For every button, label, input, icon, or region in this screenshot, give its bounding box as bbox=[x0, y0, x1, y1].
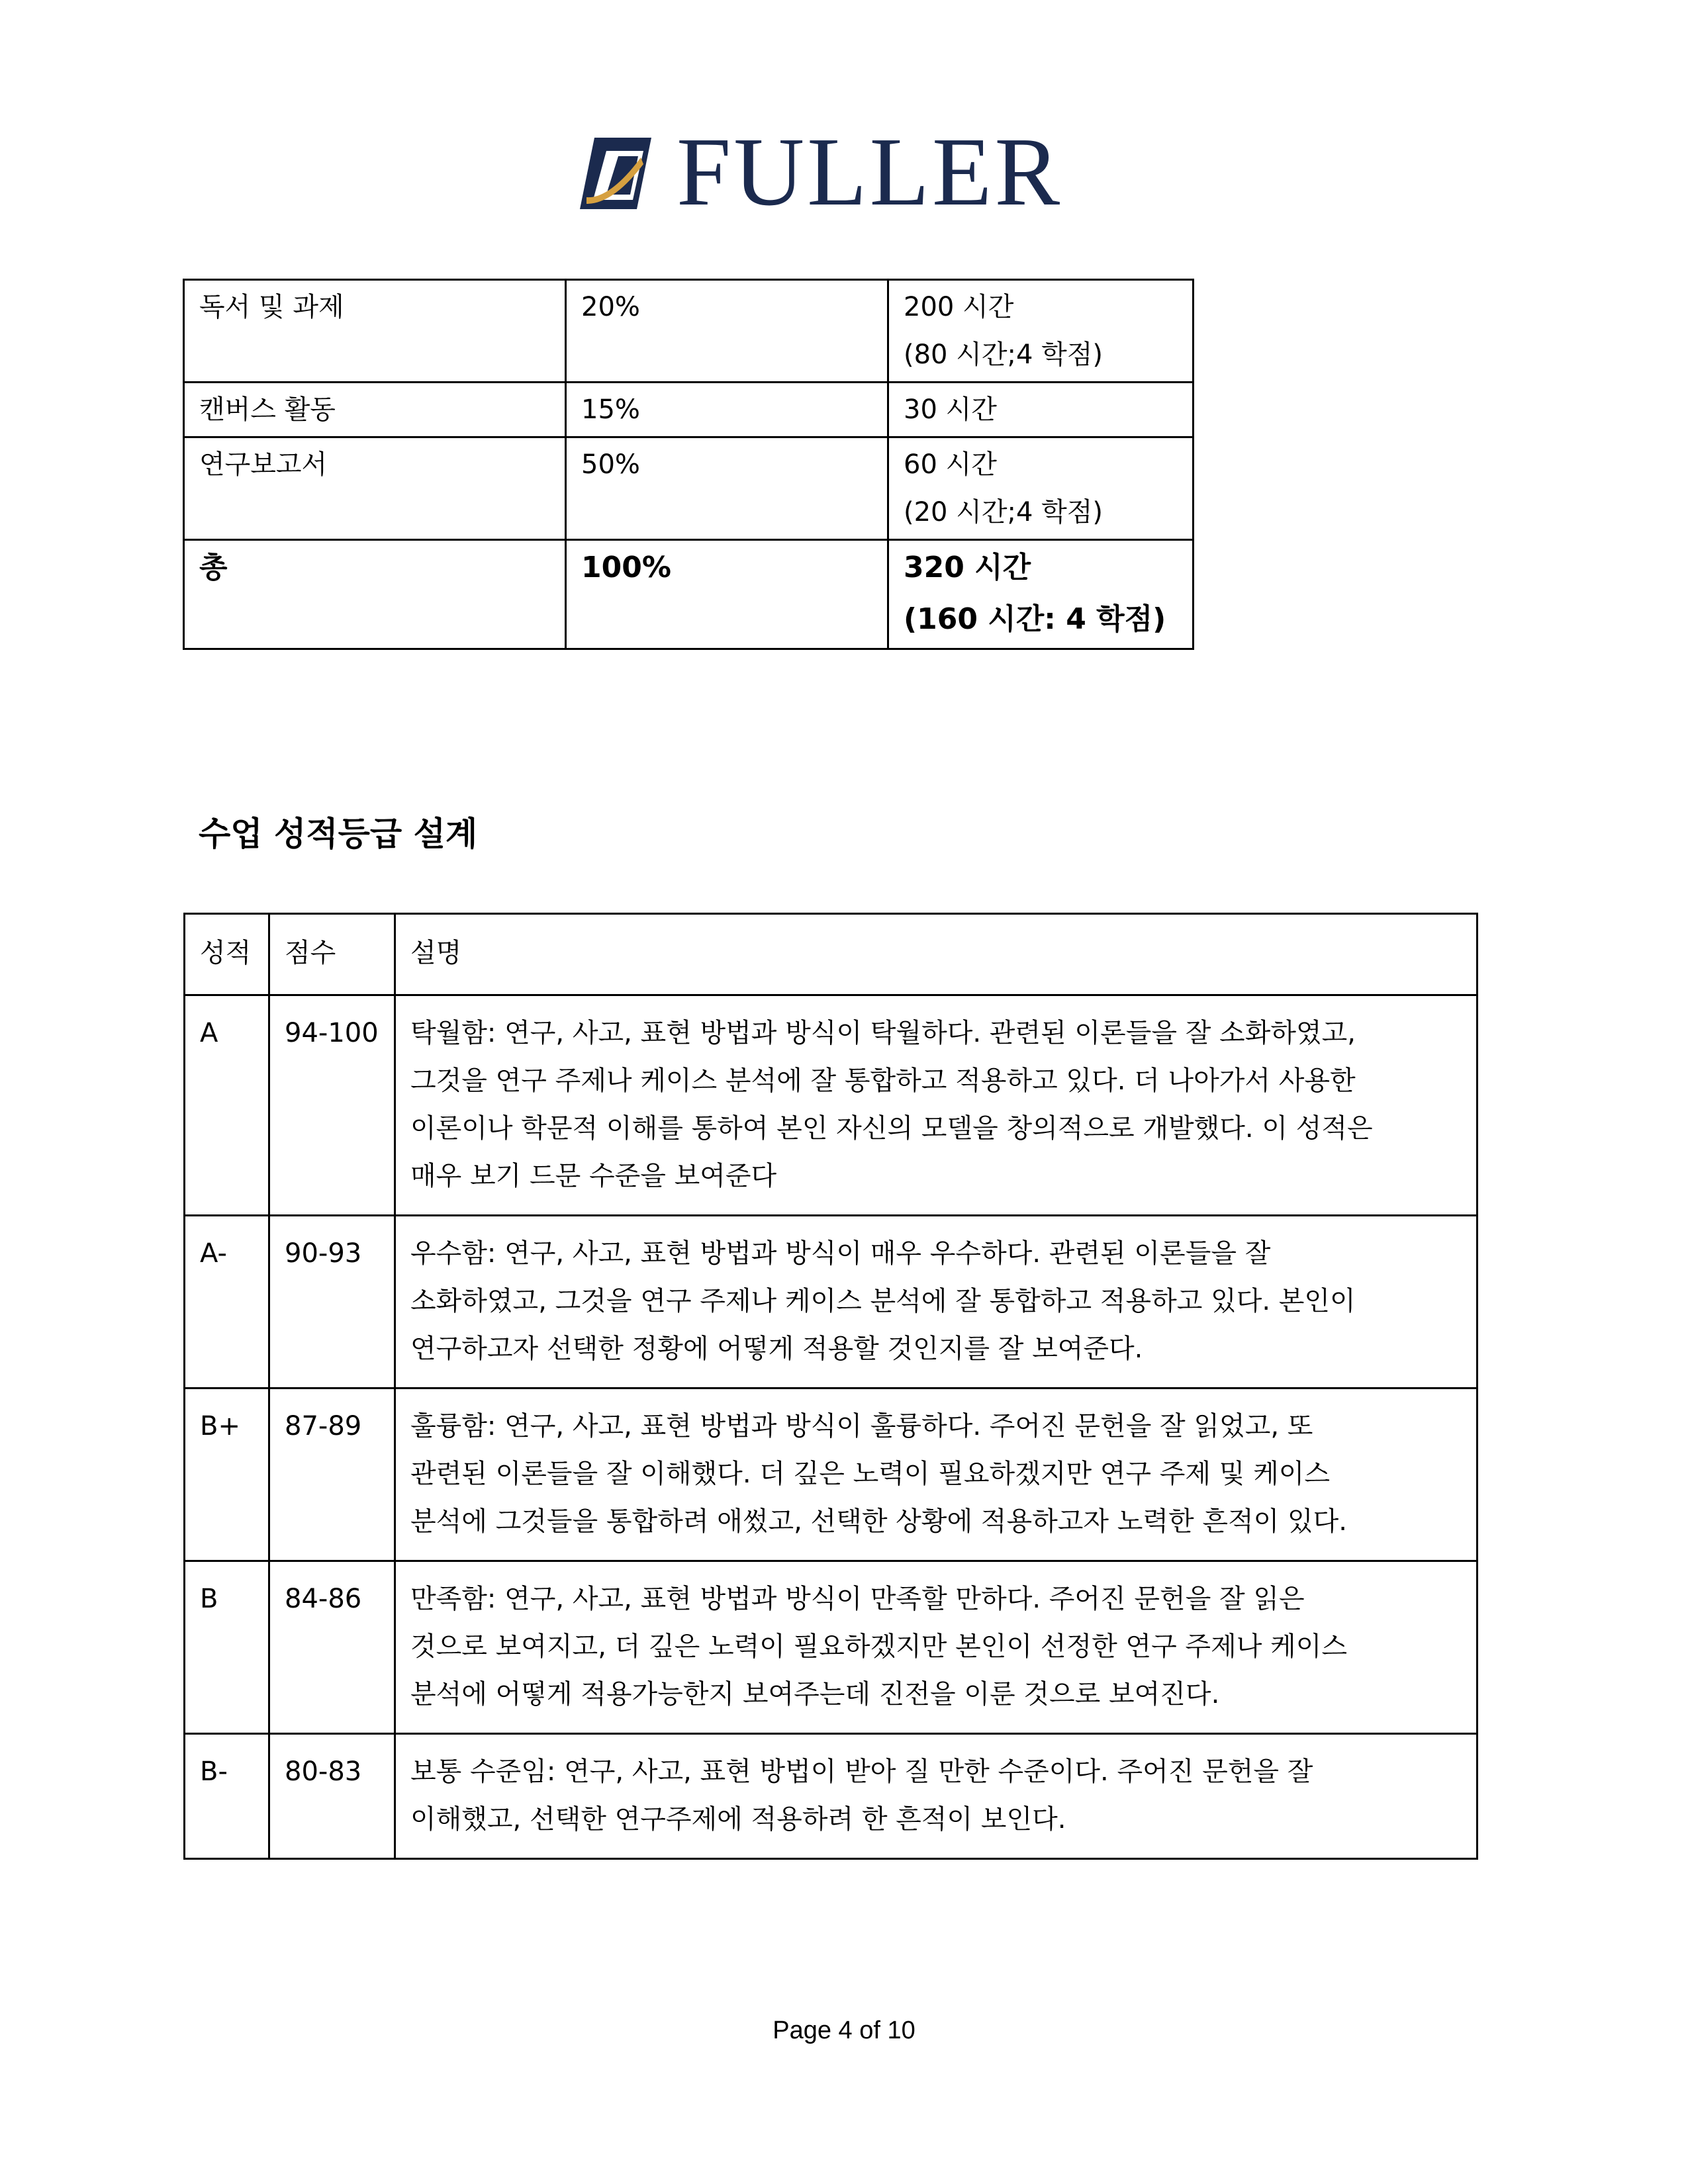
page-number: Page 4 of 10 bbox=[773, 2017, 915, 2044]
description-cell bbox=[395, 1734, 1477, 1859]
description-line: 만족함: 연구, 사고, 표현 방법과 방식이 만족할 만하다. 주어진 문헌을 잘 읽은 bbox=[410, 1584, 1305, 1614]
score-cell: 90-93 bbox=[269, 1216, 395, 1388]
workload-hours-detail: (80 시간;4 학점) bbox=[904, 340, 1103, 370]
score-cell: 94-100 bbox=[269, 995, 395, 1216]
description-line: 분석에 그것들을 통합하려 애썼고, 선택한 상황에 적용하고자 노력한 흔적이 있다. bbox=[410, 1506, 1347, 1537]
table-row bbox=[185, 995, 1477, 1216]
score-cell: 80-83 bbox=[269, 1734, 395, 1859]
table-row bbox=[184, 437, 1194, 540]
workload-percent-value: 20% bbox=[581, 292, 640, 322]
description-line: 이해했고, 선택한 연구주제에 적용하려 한 흔적이 보인다. bbox=[410, 1804, 1066, 1835]
description-line: 우수함: 연구, 사고, 표현 방법과 방식이 매우 우수하다. 관련된 이론들을 잘 bbox=[410, 1238, 1271, 1269]
table-header-row bbox=[185, 914, 1477, 995]
description-line: 훌륭함: 연구, 사고, 표현 방법과 방식이 훌륭하다. 주어진 문헌을 잘 읽었고, 또 bbox=[410, 1411, 1313, 1441]
score-cell: 84-86 bbox=[269, 1561, 395, 1734]
column-header-description: 설명 bbox=[395, 914, 1477, 995]
description-cell bbox=[395, 995, 1477, 1216]
table-row bbox=[184, 280, 1194, 383]
workload-percent-value: 15% bbox=[581, 394, 640, 425]
workload-hours-detail: (20 시간;4 학점) bbox=[904, 497, 1103, 527]
description-line: 탁월함: 연구, 사고, 표현 방법과 방식이 탁월하다. 관련된 이론들을 잘 소화하였고, bbox=[410, 1018, 1356, 1048]
description-cell bbox=[395, 1561, 1477, 1734]
workload-item-label: 캔버스 활동 bbox=[199, 394, 336, 425]
fuller-logo-mark-icon bbox=[580, 138, 651, 209]
grade-cell: B bbox=[185, 1561, 269, 1734]
workload-item-label: 연구보고서 bbox=[199, 449, 328, 480]
description-cell bbox=[395, 1388, 1477, 1561]
table-row bbox=[185, 1734, 1477, 1859]
workload-total-hours-value: 320 시간 bbox=[904, 551, 1031, 584]
workload-item bbox=[184, 383, 566, 437]
description-line: 것으로 보여지고, 더 깊은 노력이 필요하겠지만 본인이 선정한 연구 주제나 케이스 bbox=[410, 1631, 1347, 1662]
description-line: 소화하였고, 그것을 연구 주제나 케이스 분석에 잘 통합하고 적용하고 있다. 본인이 bbox=[410, 1286, 1356, 1316]
description-line: 매우 보기 드문 수준을 보여준다 bbox=[410, 1161, 777, 1191]
workload-total-percent bbox=[566, 540, 888, 649]
logo-wordmark: FULLER bbox=[677, 118, 1063, 226]
description-line: 연구하고자 선택한 정황에 어떻게 적용할 것인지를 잘 보여준다. bbox=[410, 1334, 1143, 1364]
workload-percent bbox=[566, 280, 888, 383]
description-line: 보통 수준임: 연구, 사고, 표현 방법이 받아 질 만한 수준이다. 주어진 문헌을 잘 bbox=[410, 1756, 1313, 1787]
grade-cell: A- bbox=[185, 1216, 269, 1388]
workload-total-percent-value: 100% bbox=[581, 551, 671, 584]
workload-item-label: 독서 및 과제 bbox=[199, 292, 344, 322]
score-cell: 87-89 bbox=[269, 1388, 395, 1561]
workload-total-item: 총 bbox=[199, 551, 228, 584]
grade-cell: A bbox=[185, 995, 269, 1216]
workload-percent bbox=[566, 383, 888, 437]
workload-hours-value: 60 시간 bbox=[904, 449, 997, 480]
description-line: 그것을 연구 주제나 케이스 분석에 잘 통합하고 적용하고 있다. 더 나아가서 사용한 bbox=[410, 1066, 1356, 1096]
table-row bbox=[184, 383, 1194, 437]
workload-item bbox=[184, 437, 566, 540]
workload-table bbox=[183, 279, 1194, 650]
description-cell bbox=[395, 1216, 1477, 1388]
grading-table bbox=[183, 913, 1478, 1860]
workload-hours bbox=[888, 383, 1194, 437]
table-row bbox=[185, 1561, 1477, 1734]
workload-hours-value: 200 시간 bbox=[904, 292, 1014, 322]
workload-total-label bbox=[184, 540, 566, 649]
column-header-score: 점수 bbox=[269, 914, 395, 995]
workload-total-hours bbox=[888, 540, 1194, 649]
table-row bbox=[185, 1216, 1477, 1388]
section-heading: 수업 성적등급 설계 bbox=[199, 815, 478, 853]
workload-hours bbox=[888, 437, 1194, 540]
column-header-grade: 성적 bbox=[185, 914, 269, 995]
fuller-logo bbox=[580, 118, 1109, 226]
workload-percent bbox=[566, 437, 888, 540]
description-line: 이론이나 학문적 이해를 통하여 본인 자신의 모델을 창의적으로 개발했다. 이 성적은 bbox=[410, 1113, 1373, 1144]
description-line: 분석에 어떻게 적용가능한지 보여주는데 진전을 이룬 것으로 보여진다. bbox=[410, 1679, 1220, 1709]
table-row-total bbox=[184, 540, 1194, 649]
table-row bbox=[185, 1388, 1477, 1561]
workload-total-hours-detail: (160 시간: 4 학점) bbox=[904, 602, 1166, 636]
workload-item bbox=[184, 280, 566, 383]
grade-cell: B- bbox=[185, 1734, 269, 1859]
workload-percent-value: 50% bbox=[581, 449, 640, 480]
description-line: 관련된 이론들을 잘 이해했다. 더 깊은 노력이 필요하겠지만 연구 주제 및 케이스 bbox=[410, 1459, 1331, 1489]
workload-hours bbox=[888, 280, 1194, 383]
grade-cell: B+ bbox=[185, 1388, 269, 1561]
workload-hours-value: 30 시간 bbox=[904, 394, 997, 425]
